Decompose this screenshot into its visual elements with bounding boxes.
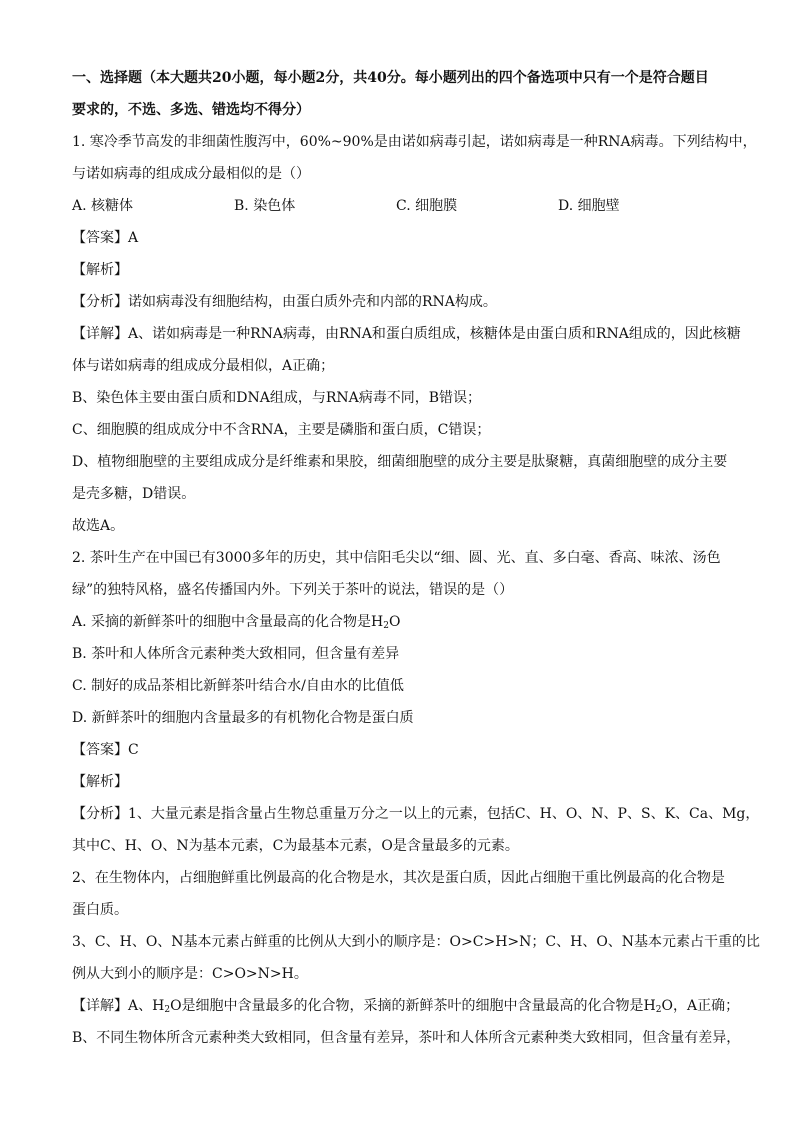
- q2-fenxi: 【分析】1、大量元素是指含量占生物总重量万分之一以上的元素，包括C、H、O、N、P、S、K、Ca、Mg，: [72, 806, 760, 822]
- q1-option-c: C. 细胞膜: [396, 198, 458, 214]
- q1-analysis-label: 【解析】: [72, 262, 128, 278]
- q2-point-2-cont: 蛋白质。: [72, 902, 128, 918]
- q2-option-d: D. 新鲜茶叶的细胞内含量最多的有机物化合物是蛋白质: [72, 710, 414, 726]
- q1-option-a: A. 核糖体: [72, 198, 134, 214]
- q2-fenxi-cont: 其中C、H、O、N为基本元素，C为最基本元素，O是含量最多的元素。: [72, 838, 519, 854]
- q1-answer: 【答案】A: [72, 230, 139, 246]
- q2-xiangjie-a-subscript-2: 2: [655, 1005, 662, 1015]
- q2-point-3: 3、C、H、O、N基本元素占鲜重的比例从大到小的顺序是：O>C>H>N；C、H、O、N基本元素占干重的比: [72, 934, 761, 950]
- q2-xiangjie-b: B、不同生物体所含元素种类大致相同，但含量有差异，茶叶和人体所含元素种类大致相同，但含量有差异，: [72, 1030, 741, 1046]
- q2-answer: 【答案】C: [72, 742, 139, 758]
- q2-point-3-cont: 例从大到小的顺序是：C>O>N>H。: [72, 966, 308, 982]
- q1-fenxi: 【分析】诺如病毒没有细胞结构，由蛋白质外壳和内部的RNA构成。: [72, 294, 497, 310]
- q2-xiangjie-a-text-1: 【详解】A、H: [72, 998, 165, 1014]
- q1-option-d: D. 细胞壁: [558, 198, 620, 214]
- q2-xiangjie-a-subscript-1: 2: [164, 1005, 171, 1015]
- q1-stem: 1. 寒冷季节高发的非细菌性腹泻中，60%~90%是由诺如病毒引起，诺如病毒是一种RNA病毒。下列结构中，: [72, 134, 757, 150]
- q1-explain-d-cont: 是壳多糖，D错误。: [72, 486, 196, 502]
- q1-explain-d: D、植物细胞壁的主要组成成分是纤维素和果胶，细菌细胞壁的成分主要是肽聚糖，真菌细胞壁的成分主要: [72, 454, 728, 470]
- q1-options: [72, 190, 724, 222]
- q2-point-2: 2、在生物体内，占细胞鲜重比例最高的化合物是水，其次是蛋白质，因此占细胞干重比例最高的化合物是: [72, 870, 725, 886]
- q1-xiangjie-cont: 体与诺如病毒的组成成分最相似，A正确；: [72, 358, 335, 374]
- q2-option-c: C. 制好的成品茶相比新鲜茶叶结合水/自由水的比值低: [72, 678, 404, 694]
- section-header: 一、选择题（本大题共20小题，每小题2分，共40分。每小题列出的四个备选项中只有一个是符合题目: [72, 70, 709, 86]
- q2-option-a-text: A. 采摘的新鲜茶叶的细胞中含量最高的化合物是H: [72, 614, 384, 630]
- q1-stem-cont: 与诺如病毒的组成成分最相似的是（）: [72, 166, 310, 182]
- q2-option-b: B. 茶叶和人体所含元素种类大致相同，但含量有差异: [72, 646, 400, 662]
- q1-explain-c: C、细胞膜的组成成分中不含RNA，主要是磷脂和蛋白质，C错误；: [72, 422, 491, 438]
- q1-conclusion: 故选A。: [72, 518, 125, 534]
- document-page: [72, 62, 761, 1054]
- q2-analysis-label: 【解析】: [72, 774, 128, 790]
- q2-option-a-tail: O: [388, 614, 401, 630]
- q1-option-b: B. 染色体: [234, 198, 296, 214]
- q1-explain-b: B、染色体主要由蛋白质和DNA组成，与RNA病毒不同，B错误；: [72, 390, 482, 406]
- q2-stem: 2. 茶叶生产在中国已有3000多年的历史，其中信阳毛尖以“细、圆、光、直、多白毫、香高、味浓、汤色: [72, 550, 721, 566]
- q2-xiangjie-a: [72, 990, 740, 1022]
- q2-option-a: [72, 606, 724, 638]
- q2-xiangjie-a-text-3: O，A正确；: [661, 998, 740, 1014]
- q1-xiangjie: 【详解】A、诺如病毒是一种RNA病毒，由RNA和蛋白质组成，核糖体是由蛋白质和RNA组成的，因此核糖: [72, 326, 741, 342]
- q2-xiangjie-a-text-2: O是细胞中含量最多的化合物，采摘的新鲜茶叶的细胞中含量最高的化合物是H: [170, 998, 656, 1014]
- section-header-cont: 要求的，不选、多选、错选均不得分）: [72, 102, 310, 118]
- q2-stem-cont: 绿”的独特风格，盛名传播国内外。下列关于茶叶的说法，错误的是（）: [72, 582, 514, 598]
- q2-option-a-subscript: 2: [383, 621, 389, 631]
